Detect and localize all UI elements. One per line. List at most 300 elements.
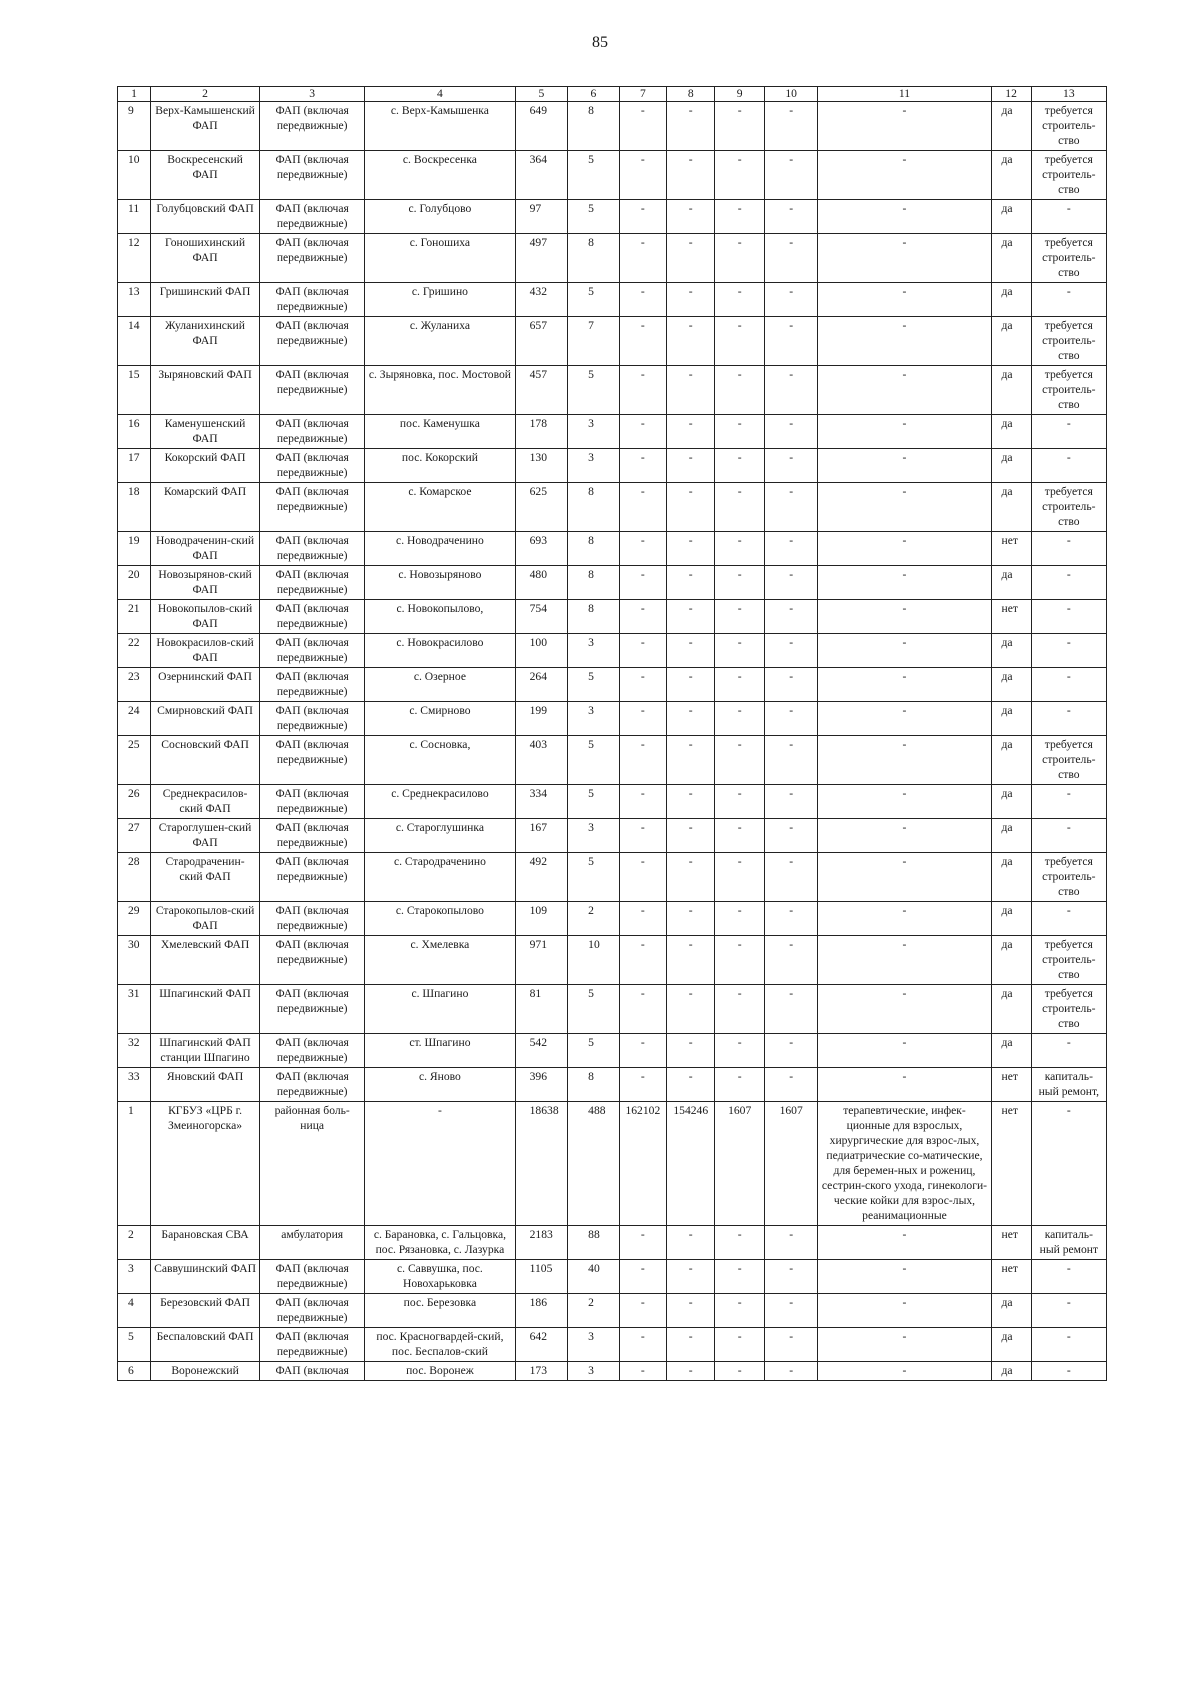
facility-type-cell: ФАП (включая передвижные): [260, 483, 365, 532]
col-12-flag-cell: да: [991, 415, 1031, 449]
col-12-flag-cell: да: [991, 102, 1031, 151]
facility-name-cell: Гришинский ФАП: [150, 283, 259, 317]
row-number-cell: 25: [118, 736, 151, 785]
facility-name-cell: КГБУЗ «ЦРБ г. Змеиногорска»: [150, 1102, 259, 1226]
facility-type-cell: ФАП (включая: [260, 1362, 365, 1381]
col-9-value-cell: -: [715, 234, 764, 283]
facility-type-cell: ФАП (включая передвижные): [260, 234, 365, 283]
row-number-cell: 24: [118, 702, 151, 736]
col-6-value-cell: 3: [568, 1362, 620, 1381]
required-action-cell: требуется строитель-ство: [1031, 483, 1106, 532]
required-action-cell: -: [1031, 449, 1106, 483]
facility-name-cell: Смирновский ФАП: [150, 702, 259, 736]
col-10-value-cell: -: [764, 600, 818, 634]
col-6-value-cell: 5: [568, 200, 620, 234]
row-number-cell: 31: [118, 985, 151, 1034]
col-12-flag-cell: да: [991, 234, 1031, 283]
col-8-value-cell: -: [667, 819, 715, 853]
facility-type-cell: ФАП (включая передвижные): [260, 283, 365, 317]
facility-type-cell: ФАП (включая передвижные): [260, 102, 365, 151]
col-9-value-cell: -: [715, 1068, 764, 1102]
bed-profiles-cell: -: [818, 415, 991, 449]
facilities-table: [117, 86, 1107, 1381]
facility-type-cell: ФАП (включая передвижные): [260, 566, 365, 600]
col-6-value-cell: 5: [568, 1034, 620, 1068]
row-number-cell: 22: [118, 634, 151, 668]
row-number-cell: 29: [118, 902, 151, 936]
population-served-cell: 542: [515, 1034, 568, 1068]
col-8-value-cell: -: [667, 566, 715, 600]
table-row: [118, 1260, 1107, 1294]
table-row: [118, 1102, 1107, 1226]
table-row: [118, 1294, 1107, 1328]
col-9-value-cell: -: [715, 449, 764, 483]
col-9-value-cell: -: [715, 819, 764, 853]
population-served-cell: 264: [515, 668, 568, 702]
column-header-13: 13: [1031, 87, 1106, 102]
bed-profiles-cell: -: [818, 151, 991, 200]
column-header-11: 11: [818, 87, 991, 102]
row-number-cell: 19: [118, 532, 151, 566]
population-served-cell: 649: [515, 102, 568, 151]
facility-type-cell: ФАП (включая передвижные): [260, 936, 365, 985]
population-served-cell: 109: [515, 902, 568, 936]
col-7-value-cell: -: [619, 449, 666, 483]
col-10-value-cell: -: [764, 483, 818, 532]
population-served-cell: 364: [515, 151, 568, 200]
col-9-value-cell: -: [715, 785, 764, 819]
col-6-value-cell: 5: [568, 736, 620, 785]
col-10-value-cell: -: [764, 634, 818, 668]
col-7-value-cell: -: [619, 1226, 666, 1260]
table-row: [118, 532, 1107, 566]
col-6-value-cell: 3: [568, 1328, 620, 1362]
col-10-value-cell: -: [764, 283, 818, 317]
table-row: [118, 600, 1107, 634]
bed-profiles-cell: -: [818, 736, 991, 785]
table-row: [118, 902, 1107, 936]
row-number-cell: 16: [118, 415, 151, 449]
col-9-value-cell: -: [715, 853, 764, 902]
col-7-value-cell: -: [619, 1294, 666, 1328]
required-action-cell: -: [1031, 819, 1106, 853]
page-number: 85: [592, 34, 608, 51]
settlements-cell: с. Новозыряново: [365, 566, 515, 600]
col-9-value-cell: -: [715, 317, 764, 366]
table-row: [118, 1226, 1107, 1260]
settlements-cell: с. Старокопылово: [365, 902, 515, 936]
col-12-flag-cell: да: [991, 819, 1031, 853]
bed-profiles-cell: -: [818, 668, 991, 702]
settlements-cell: с. Жуланиха: [365, 317, 515, 366]
population-served-cell: 2183: [515, 1226, 568, 1260]
col-10-value-cell: -: [764, 853, 818, 902]
bed-profiles-cell: -: [818, 366, 991, 415]
required-action-cell: требуется строитель-ство: [1031, 985, 1106, 1034]
facility-type-cell: ФАП (включая передвижные): [260, 985, 365, 1034]
settlements-cell: ст. Шпагино: [365, 1034, 515, 1068]
required-action-cell: капиталь-ный ремонт,: [1031, 1068, 1106, 1102]
population-served-cell: 457: [515, 366, 568, 415]
col-12-flag-cell: да: [991, 785, 1031, 819]
col-6-value-cell: 5: [568, 853, 620, 902]
table-row: [118, 234, 1107, 283]
col-10-value-cell: -: [764, 1068, 818, 1102]
settlements-cell: с. Гоношиха: [365, 234, 515, 283]
col-8-value-cell: -: [667, 532, 715, 566]
bed-profiles-cell: -: [818, 1328, 991, 1362]
col-12-flag-cell: да: [991, 483, 1031, 532]
col-12-flag-cell: да: [991, 200, 1031, 234]
col-12-flag-cell: да: [991, 634, 1031, 668]
col-8-value-cell: 154246: [667, 1102, 715, 1226]
facility-type-cell: ФАП (включая передвижные): [260, 1328, 365, 1362]
col-6-value-cell: 488: [568, 1102, 620, 1226]
required-action-cell: капиталь-ный ремонт: [1031, 1226, 1106, 1260]
table-row: [118, 936, 1107, 985]
col-9-value-cell: -: [715, 102, 764, 151]
bed-profiles-cell: -: [818, 449, 991, 483]
facility-name-cell: Шпагинский ФАП: [150, 985, 259, 1034]
col-7-value-cell: -: [619, 1260, 666, 1294]
required-action-cell: -: [1031, 634, 1106, 668]
col-9-value-cell: -: [715, 985, 764, 1034]
row-number-cell: 6: [118, 1362, 151, 1381]
col-10-value-cell: -: [764, 936, 818, 985]
facility-type-cell: ФАП (включая передвижные): [260, 902, 365, 936]
col-8-value-cell: -: [667, 1328, 715, 1362]
row-number-cell: 13: [118, 283, 151, 317]
required-action-cell: -: [1031, 1034, 1106, 1068]
col-10-value-cell: -: [764, 1226, 818, 1260]
col-12-flag-cell: нет: [991, 1260, 1031, 1294]
col-12-flag-cell: нет: [991, 600, 1031, 634]
col-7-value-cell: -: [619, 702, 666, 736]
col-10-value-cell: -: [764, 566, 818, 600]
settlements-cell: с. Саввушка, пос. Новохарьковка: [365, 1260, 515, 1294]
bed-profiles-cell: -: [818, 936, 991, 985]
facility-name-cell: Новокрасилов-ский ФАП: [150, 634, 259, 668]
column-header-4: 4: [365, 87, 515, 102]
row-number-cell: 12: [118, 234, 151, 283]
col-12-flag-cell: нет: [991, 1102, 1031, 1226]
table-row: [118, 634, 1107, 668]
col-9-value-cell: -: [715, 1226, 764, 1260]
column-header-10: 10: [764, 87, 818, 102]
col-9-value-cell: -: [715, 1034, 764, 1068]
col-9-value-cell: -: [715, 634, 764, 668]
bed-profiles-cell: -: [818, 600, 991, 634]
facility-type-cell: ФАП (включая передвижные): [260, 819, 365, 853]
bed-profiles-cell: -: [818, 566, 991, 600]
required-action-cell: -: [1031, 785, 1106, 819]
required-action-cell: -: [1031, 1328, 1106, 1362]
col-7-value-cell: -: [619, 936, 666, 985]
facility-type-cell: ФАП (включая передвижные): [260, 1294, 365, 1328]
settlements-cell: пос. Красногвардей-ский, пос. Беспалов-ский: [365, 1328, 515, 1362]
table-row: [118, 1068, 1107, 1102]
row-number-cell: 15: [118, 366, 151, 415]
col-9-value-cell: -: [715, 1362, 764, 1381]
required-action-cell: -: [1031, 668, 1106, 702]
facility-name-cell: Воронежский: [150, 1362, 259, 1381]
col-6-value-cell: 3: [568, 449, 620, 483]
facility-type-cell: ФАП (включая передвижные): [260, 785, 365, 819]
col-6-value-cell: 5: [568, 283, 620, 317]
col-7-value-cell: -: [619, 532, 666, 566]
col-12-flag-cell: да: [991, 566, 1031, 600]
row-number-cell: 28: [118, 853, 151, 902]
col-8-value-cell: -: [667, 366, 715, 415]
bed-profiles-cell: -: [818, 200, 991, 234]
col-9-value-cell: -: [715, 936, 764, 985]
bed-profiles-cell: -: [818, 483, 991, 532]
settlements-cell: с. Стародраченино: [365, 853, 515, 902]
col-12-flag-cell: нет: [991, 1068, 1031, 1102]
facility-type-cell: ФАП (включая передвижные): [260, 532, 365, 566]
table-row: [118, 151, 1107, 200]
facility-type-cell: ФАП (включая передвижные): [260, 668, 365, 702]
population-served-cell: 642: [515, 1328, 568, 1362]
col-9-value-cell: -: [715, 702, 764, 736]
col-6-value-cell: 3: [568, 634, 620, 668]
facility-name-cell: Новозырянов-ский ФАП: [150, 566, 259, 600]
row-number-cell: 20: [118, 566, 151, 600]
population-served-cell: 625: [515, 483, 568, 532]
col-12-flag-cell: да: [991, 936, 1031, 985]
facility-type-cell: ФАП (включая передвижные): [260, 1068, 365, 1102]
col-12-flag-cell: нет: [991, 1226, 1031, 1260]
col-6-value-cell: 5: [568, 985, 620, 1034]
col-10-value-cell: -: [764, 902, 818, 936]
table-body: [118, 102, 1107, 1381]
facility-name-cell: Новокопылов-ский ФАП: [150, 600, 259, 634]
col-7-value-cell: -: [619, 785, 666, 819]
population-served-cell: 130: [515, 449, 568, 483]
col-8-value-cell: -: [667, 317, 715, 366]
table-row: [118, 1328, 1107, 1362]
table-row: [118, 483, 1107, 532]
col-7-value-cell: -: [619, 1328, 666, 1362]
settlements-cell: с. Среднекрасилово: [365, 785, 515, 819]
bed-profiles-cell: -: [818, 283, 991, 317]
population-served-cell: 754: [515, 600, 568, 634]
col-6-value-cell: 88: [568, 1226, 620, 1260]
population-served-cell: 18638: [515, 1102, 568, 1226]
facility-name-cell: Озернинский ФАП: [150, 668, 259, 702]
bed-profiles-cell: -: [818, 317, 991, 366]
col-6-value-cell: 8: [568, 102, 620, 151]
col-6-value-cell: 3: [568, 415, 620, 449]
facility-type-cell: ФАП (включая передвижные): [260, 736, 365, 785]
required-action-cell: -: [1031, 702, 1106, 736]
population-served-cell: 396: [515, 1068, 568, 1102]
bed-profiles-cell: -: [818, 1362, 991, 1381]
row-number-cell: 33: [118, 1068, 151, 1102]
table-row: [118, 702, 1107, 736]
facility-name-cell: Воскресенский ФАП: [150, 151, 259, 200]
row-number-cell: 14: [118, 317, 151, 366]
required-action-cell: -: [1031, 566, 1106, 600]
facility-type-cell: амбулатория: [260, 1226, 365, 1260]
facility-type-cell: ФАП (включая передвижные): [260, 702, 365, 736]
facility-type-cell: ФАП (включая передвижные): [260, 415, 365, 449]
col-12-flag-cell: да: [991, 1034, 1031, 1068]
col-10-value-cell: -: [764, 702, 818, 736]
col-6-value-cell: 3: [568, 819, 620, 853]
table-row: [118, 449, 1107, 483]
settlements-cell: с. Зыряновка, пос. Мостовой: [365, 366, 515, 415]
settlements-cell: с. Смирново: [365, 702, 515, 736]
population-served-cell: 693: [515, 532, 568, 566]
col-6-value-cell: 5: [568, 668, 620, 702]
col-8-value-cell: -: [667, 936, 715, 985]
col-6-value-cell: 8: [568, 532, 620, 566]
col-10-value-cell: -: [764, 415, 818, 449]
table-row: [118, 1362, 1107, 1381]
table-row: [118, 566, 1107, 600]
required-action-cell: -: [1031, 1362, 1106, 1381]
col-10-value-cell: -: [764, 1328, 818, 1362]
facility-type-cell: ФАП (включая передвижные): [260, 1034, 365, 1068]
col-9-value-cell: -: [715, 200, 764, 234]
col-8-value-cell: -: [667, 449, 715, 483]
col-12-flag-cell: да: [991, 1328, 1031, 1362]
settlements-cell: с. Шпагино: [365, 985, 515, 1034]
row-number-cell: 26: [118, 785, 151, 819]
col-12-flag-cell: да: [991, 151, 1031, 200]
population-served-cell: 497: [515, 234, 568, 283]
col-9-value-cell: -: [715, 1328, 764, 1362]
col-10-value-cell: -: [764, 785, 818, 819]
settlements-cell: с. Хмелевка: [365, 936, 515, 985]
col-9-value-cell: -: [715, 283, 764, 317]
col-8-value-cell: -: [667, 415, 715, 449]
col-9-value-cell: -: [715, 902, 764, 936]
population-served-cell: 199: [515, 702, 568, 736]
population-served-cell: 657: [515, 317, 568, 366]
settlements-cell: с. Новодраченино: [365, 532, 515, 566]
facility-name-cell: Староглушен-ский ФАП: [150, 819, 259, 853]
col-12-flag-cell: да: [991, 702, 1031, 736]
col-6-value-cell: 2: [568, 1294, 620, 1328]
required-action-cell: -: [1031, 1102, 1106, 1226]
col-10-value-cell: -: [764, 449, 818, 483]
facility-type-cell: ФАП (включая передвижные): [260, 449, 365, 483]
col-8-value-cell: -: [667, 736, 715, 785]
facility-type-cell: ФАП (включая передвижные): [260, 853, 365, 902]
col-9-value-cell: -: [715, 483, 764, 532]
facility-name-cell: Комарский ФАП: [150, 483, 259, 532]
bed-profiles-cell: -: [818, 819, 991, 853]
col-7-value-cell: -: [619, 200, 666, 234]
col-7-value-cell: -: [619, 902, 666, 936]
bed-profiles-cell: -: [818, 1260, 991, 1294]
table-row: [118, 736, 1107, 785]
table-row: [118, 1034, 1107, 1068]
col-7-value-cell: 162102: [619, 1102, 666, 1226]
col-12-flag-cell: да: [991, 1362, 1031, 1381]
bed-profiles-cell: -: [818, 702, 991, 736]
col-7-value-cell: -: [619, 151, 666, 200]
row-number-cell: 32: [118, 1034, 151, 1068]
table-row: [118, 283, 1107, 317]
row-number-cell: 5: [118, 1328, 151, 1362]
facility-type-cell: ФАП (включая передвижные): [260, 366, 365, 415]
settlements-cell: с. Верх-Камышенка: [365, 102, 515, 151]
col-7-value-cell: -: [619, 317, 666, 366]
bed-profiles-cell: -: [818, 785, 991, 819]
bed-profiles-cell: -: [818, 1226, 991, 1260]
col-9-value-cell: -: [715, 566, 764, 600]
col-6-value-cell: 5: [568, 151, 620, 200]
facility-name-cell: Кокорский ФАП: [150, 449, 259, 483]
col-10-value-cell: -: [764, 668, 818, 702]
facility-type-cell: районная боль-ница: [260, 1102, 365, 1226]
col-10-value-cell: -: [764, 200, 818, 234]
required-action-cell: -: [1031, 1294, 1106, 1328]
population-served-cell: 186: [515, 1294, 568, 1328]
bed-profiles-cell: -: [818, 102, 991, 151]
facility-type-cell: ФАП (включая передвижные): [260, 634, 365, 668]
column-header-12: 12: [991, 87, 1031, 102]
col-6-value-cell: 8: [568, 483, 620, 532]
facility-type-cell: ФАП (включая передвижные): [260, 1260, 365, 1294]
col-6-value-cell: 5: [568, 785, 620, 819]
col-8-value-cell: -: [667, 634, 715, 668]
population-served-cell: 100: [515, 634, 568, 668]
facility-type-cell: ФАП (включая передвижные): [260, 151, 365, 200]
col-8-value-cell: -: [667, 785, 715, 819]
col-10-value-cell: 1607: [764, 1102, 818, 1226]
col-8-value-cell: -: [667, 1362, 715, 1381]
settlements-cell: пос. Березовка: [365, 1294, 515, 1328]
bed-profiles-cell: -: [818, 634, 991, 668]
bed-profiles-cell: -: [818, 1034, 991, 1068]
col-9-value-cell: -: [715, 1294, 764, 1328]
facility-name-cell: Верх-Камышенский ФАП: [150, 102, 259, 151]
col-9-value-cell: -: [715, 415, 764, 449]
col-12-flag-cell: да: [991, 366, 1031, 415]
col-8-value-cell: -: [667, 234, 715, 283]
facility-name-cell: Яновский ФАП: [150, 1068, 259, 1102]
column-header-3: 3: [260, 87, 365, 102]
facility-name-cell: Березовский ФАП: [150, 1294, 259, 1328]
col-8-value-cell: -: [667, 1068, 715, 1102]
col-6-value-cell: 3: [568, 702, 620, 736]
col-12-flag-cell: нет: [991, 532, 1031, 566]
settlements-cell: -: [365, 1102, 515, 1226]
col-7-value-cell: -: [619, 415, 666, 449]
row-number-cell: 2: [118, 1226, 151, 1260]
col-6-value-cell: 2: [568, 902, 620, 936]
col-9-value-cell: -: [715, 668, 764, 702]
row-number-cell: 9: [118, 102, 151, 151]
required-action-cell: -: [1031, 200, 1106, 234]
row-number-cell: 3: [118, 1260, 151, 1294]
table-row: [118, 200, 1107, 234]
col-9-value-cell: -: [715, 600, 764, 634]
table-row: [118, 819, 1107, 853]
table-row: [118, 985, 1107, 1034]
column-header-2: 2: [150, 87, 259, 102]
col-12-flag-cell: да: [991, 449, 1031, 483]
col-10-value-cell: -: [764, 1034, 818, 1068]
facility-name-cell: Сосновский ФАП: [150, 736, 259, 785]
col-7-value-cell: -: [619, 736, 666, 785]
settlements-cell: пос. Воронеж: [365, 1362, 515, 1381]
settlements-cell: с. Новокопылово,: [365, 600, 515, 634]
